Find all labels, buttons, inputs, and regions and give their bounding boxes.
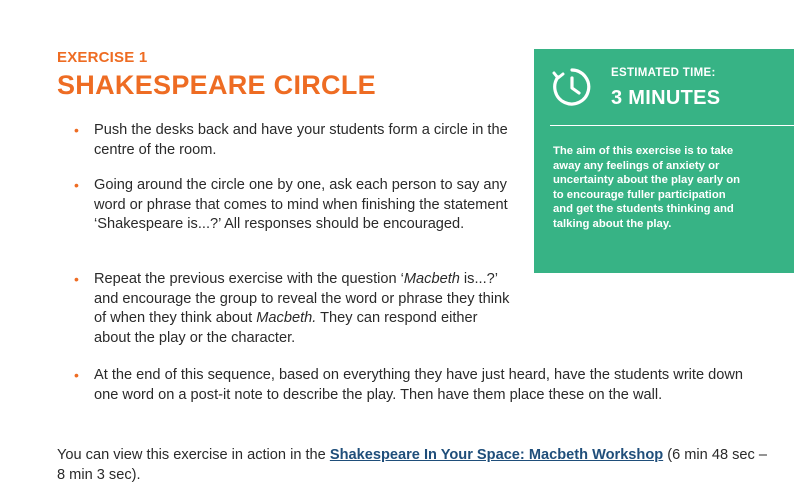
panel-divider bbox=[550, 125, 794, 126]
bullet-text: Push the desks back and have your students form a circle in the centre of the room. bbox=[94, 122, 508, 158]
exercise-label: EXERCISE 1 bbox=[57, 49, 148, 66]
bullet-text-italic: Macbeth bbox=[403, 271, 460, 287]
list-item bbox=[72, 366, 752, 405]
page-title: SHAKESPEARE CIRCLE bbox=[57, 70, 376, 100]
estimated-time-panel bbox=[534, 49, 794, 273]
bullet-marker: • bbox=[74, 177, 79, 193]
bullet-text-italic: Macbeth. bbox=[256, 310, 317, 326]
clock-icon bbox=[552, 67, 592, 107]
list-item bbox=[72, 176, 512, 235]
footer-text bbox=[57, 446, 777, 485]
footer-suffix: (6 min 48 sec – 8 min 3 sec). bbox=[57, 447, 767, 483]
bullet-marker: • bbox=[74, 122, 79, 138]
bullet-text-part: Repeat the previous exercise with the question ‘ bbox=[94, 271, 404, 287]
list-item bbox=[72, 121, 512, 160]
bullet-text: At the end of this sequence, based on everything they have just heard, have the students write down one word on a post-it note to describe the play. Then have them place these on the wall. bbox=[94, 367, 744, 403]
bullet-marker: • bbox=[74, 271, 79, 287]
workshop-link[interactable]: Shakespeare In Your Space: Macbeth Workshop bbox=[329, 447, 664, 463]
bullet-text-part: is...?’ and encourage the group to reveal the word or phrase they think of when they think about bbox=[94, 271, 510, 326]
bullet-marker: • bbox=[74, 367, 79, 383]
bullet-text: Going around the circle one by one, ask each person to say any word or phrase that comes to mind when finishing the statement ‘Shakespeare is...?’ All responses should be encouraged. bbox=[94, 177, 508, 232]
footer-prefix: You can view this exercise in action in the bbox=[57, 447, 330, 463]
estimated-time-value: 3 MINUTES bbox=[611, 87, 721, 109]
bullet-text-part: They can respond either about the play or the character. bbox=[94, 310, 478, 346]
estimated-time-label: ESTIMATED TIME: bbox=[611, 67, 716, 79]
list-item bbox=[72, 270, 512, 348]
aim-description: The aim of this exercise is to take away any feelings of anxiety or uncertainty about the play early on to encourage fuller participation and get the students thinking and talking about the play. bbox=[553, 145, 741, 230]
